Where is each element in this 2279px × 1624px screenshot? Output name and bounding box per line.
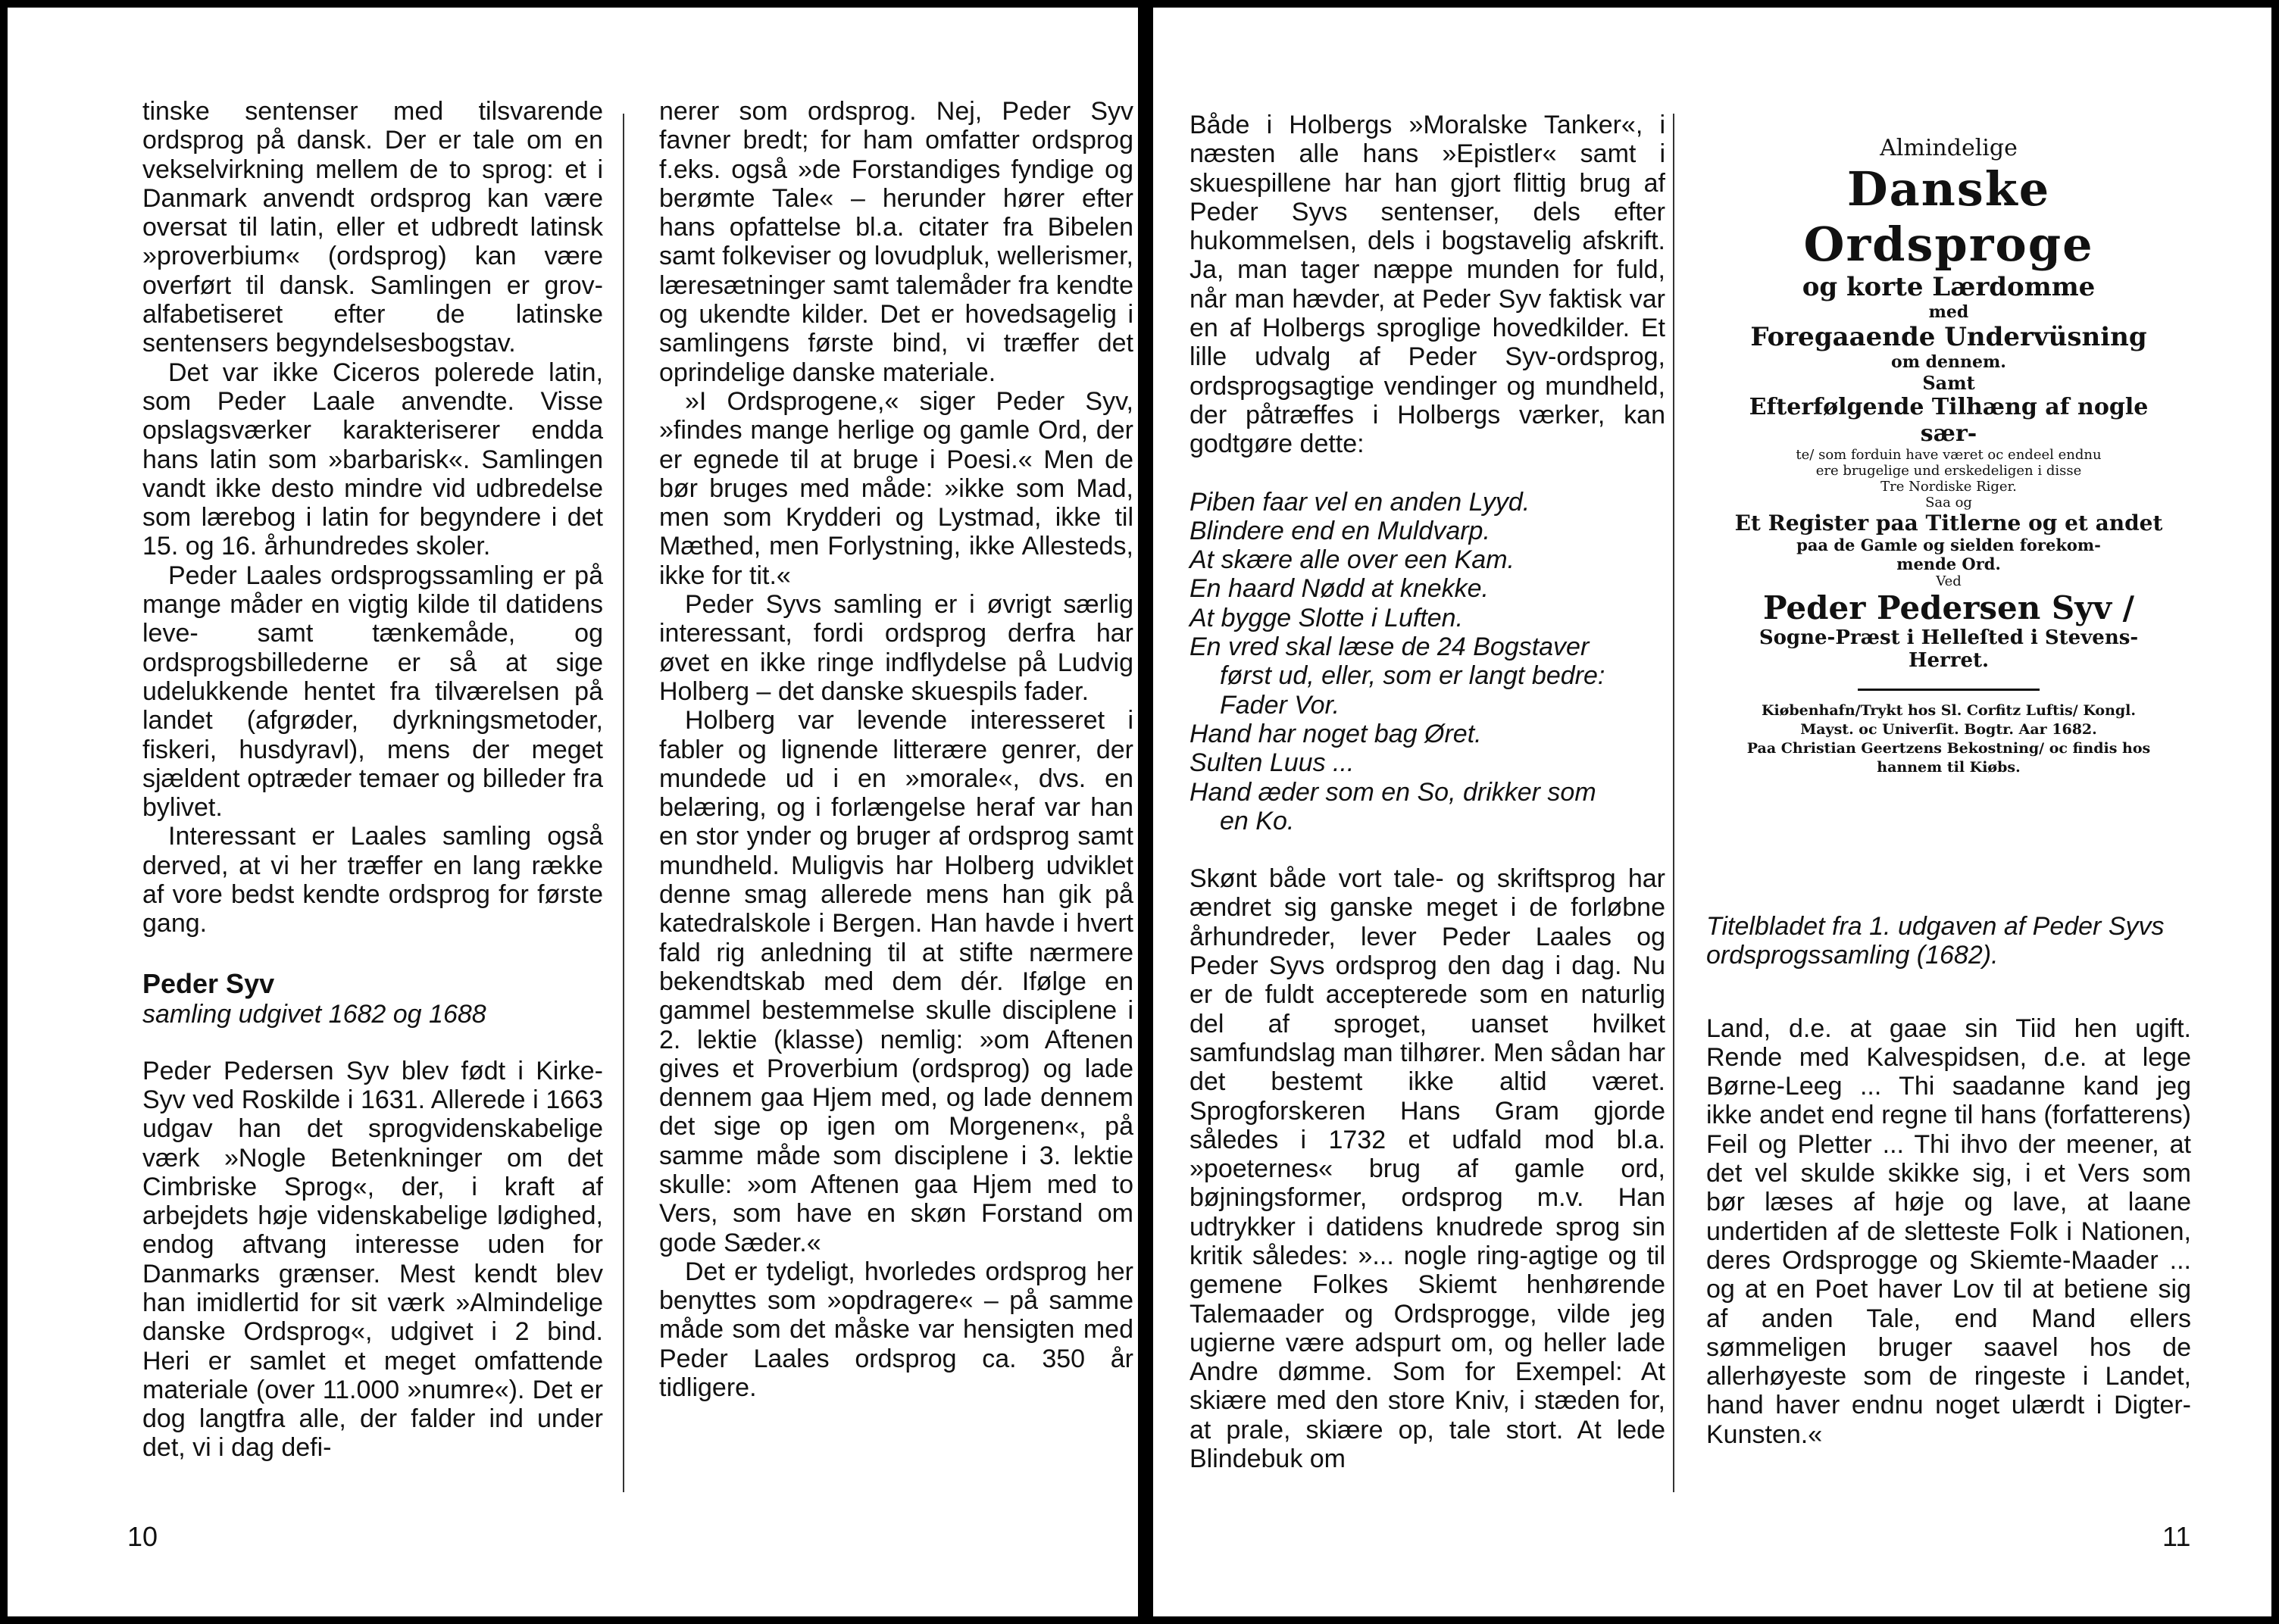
right-column-1 [1190,111,1665,1473]
paragraph: Land, d.e. at gaae sin Tiid hen ugift. Rende med Kalvespidsen, d.e. at lege Børne-Leeg ... Thi saadanne kand jeg ikke andet end regne til hans (forfatterens) Feil og Pletter ... Thi ihvo der meener, at det vel skulde skikke sig, i et Vers som bør læses af høje og lave, at laane undertiden af de sletteste Folk i Nationen, deres Ordsprogge og Skiemte-Maader ... og at en Poet haver Lov til at betiene sig af anden Tale, end Mand ellers sømmeligen bruger saavel hos de allerhøyeste som de ringeste i Landet, hand haver endnu noget ulærdt i Digter-Kunsten.« [1706,1013,2191,1449]
quote-list [1190,488,1665,836]
paragraph: Både i Holbergs »Moralske Tanker«, i næsten alle hans »Epistler« samt i skuespillene har han gjort flittig brug af Peder Syvs sentenser, dels efter hukommelsen, dels i bogstavelig afskrift. Ja, man tager næppe munden for fuld, når man hævder, at Peder Syv faktisk var en af Holbergs sproglige hovedkilder. Et lille udvalg af Peder Syv-ordsprog, ordsprogsagtige vendinger og mundheld, der påtræffes i Holbergs værker, kan godtgøre dette: [1190,111,1665,459]
title-plate-line: Foregaaende Undervüsning [1750,322,2147,352]
title-plate-line: Saa og [1925,495,1972,511]
column-divider [1673,114,1674,1492]
paragraph: Peder Laales ordsprogssamling er på mange måder en vigtig kilde til datidens leve- samt tænkemåde, og ordsprogsbillederne er så at sige udelukkende hentet fra tilværelsen på landet (afgrøder, dyrkningsmetoder, fiskeri, husdyravl), mens der meget sjældent optræder temaer og billeder fra bylivet. [142,561,603,823]
title-page-image [1725,135,2172,904]
title-plate-line: paa de Gamle og sielden forekom- [1796,536,2101,554]
title-plate-line: Sogne-Præst i Helleſted i Stevens- [1758,626,2139,649]
figure-caption: Titelbladet fra 1. udgaven af Peder Syvs ordsprogssamling (1682). [1706,912,2165,970]
paragraph: Holberg var levende interesseret i fabler og lignende litterære genrer, der mundede ud i en »morale«, dvs. en belæring, og i forlængelse heraf var han en stor ynder og bruger af ordsprog samt mundheld. Muligvis har Holberg udviklet denne smag allerede mens han gik på katedralskole i Bergen. Han havde i hvert fald rig anledning til at stifte nærmere bekendtskab med dem dér. Ifølge en gammel bestemmelse skulle disciplene i 2. lektie (klasse) nemlig: »om Aftenen gives et Proverbium (ordsprog) og lade dennem gaa Hjem med, og lade dennem det sige op igen om Morgenen«, på samme måde som disciplene i 3. lektie skulle: »om Aftenen gaa Hjem med to Vers, som have en skøn Forstand om gode Sæder.« [659,706,1133,1257]
paragraph: Det er tydeligt, hvorledes ordsprog her benyttes som »opdragere« – på samme måde som det måske var hensigten med Peder Laales ordsprog ca. 350 år tidligere. [659,1257,1133,1403]
paragraph: »I Ordsprogene,« siger Peder Syv, »findes mange herlige og gamle Ord, der er egnede til at bruge i Poesi.« Men de bør bruges med måde: »ikke som Mad, men som Krydderi og Lystmad, ikke til Mæthed, men Forlystning, ikke Allesteds, ikke for tit.« [659,386,1133,590]
title-plate-imprint: hannem til Kiøbs. [1877,759,2021,776]
quote-line: Piben faar vel en anden Lyyd. [1190,487,1530,517]
quote-line: En haard Nødd at knekke. [1190,574,1490,604]
quote-line-continuation: først ud, eller, som er langt bedre: [1220,661,1605,691]
title-plate-imprint: Mayst. oc Univerſit. Bogtr. Aar 1682. [1800,721,2097,738]
title-plate-line: Et Register paa Titlerne og et andet [1734,511,2163,536]
title-plate-imprint: Kiøbenhafn/Trykt hos Sl. Corfitz Luftis/ Kongl. [1761,702,2137,719]
paragraph: Det var ikke Ciceros polerede latin, som Peder Laale anvendte. Visse opslagsværker karakteriserer endda hans latin som »barbarisk«. Samlingen vandt ikke desto mindre vid udbredelse som lærebog i latin for begyndere i det 15. og 16. århundredes skoler. [142,358,603,561]
quote-line: Hand æder som en So, drikker som [1190,777,1596,807]
paragraph: nerer som ordsprog. Nej, Peder Syv favner bredt; for ham omfatter ordsprog f.eks. også »de Forstandiges fyndige og berømte Tale« – herunder hører efter hans opfattelse bl.a. citater fra Bibelen samt folkeviser og lovudpluk, wellerismer, læresætninger samt talemåder fra kendte og ukendte kilder. Det er hovedsagelig i samlingens første bind, vi træffer det oprindelige danske materiale. [659,97,1133,387]
column-divider [623,114,624,1492]
paragraph: Interessant er Laales samling også derved, at vi her træffer en lang række af vore bedst kendte ordsprog for første gang. [142,822,603,938]
title-plate-author: Peder Pedersen Syv / [1762,589,2135,626]
paragraph: Peder Pedersen Syv blev født i Kirke-Syv ved Roskilde i 1631. Allerede i 1663 udgav han det sprogvidenskabelige værk »Nogle Betenkninger om det Cimbriske Sprog«, der, i kraft af arbejdets høje videnskabelige lødighed, endog aftvang interesse uden for Danmarks grænser. Mest kendt blev han imidlertid for sit værk »Almindelige danske Ordsprog«, udgivet i 2 bind. Heri er samlet et meget omfattende materiale (over 11.000 »numre«). Det er dog langtfra alle, der falder ind under det, vi i dag defi- [142,1056,603,1463]
title-plate-line: Samt [1922,372,1975,394]
quote-line: Sulten Luus ... [1190,748,1355,778]
left-page [8,8,1138,1616]
quote-line: Blindere end en Muldvarp. [1190,516,1490,545]
title-plate-line: Efterfølgende Tilhæng af nogle sær- [1749,394,2149,447]
right-column-2 [1706,912,2191,1449]
page-number: 10 [127,1521,158,1552]
section-heading: Peder Syv [142,967,275,999]
paragraph: tinske sentenser med tilsvarende ordsprog på dansk. Der er tale om en vekselvirkning mellem de to sprog: et i Danmark anvendt ordsprog kan være oversat til latin, eller et udbredt latinsk »proverbium« (ordsprog) kan være overført til dansk. Samlingen er grov-alfabetiseret efter de latinske sentensers begyndelsesbogstav. [142,97,603,358]
title-plate-line: Herret. [1908,649,1990,672]
title-plate-line: mende Ord. [1896,554,2001,573]
title-plate-line: om dennem. [1891,352,2006,372]
quote-line: En vred skal læse de 24 Bogstaver [1190,632,1590,662]
title-plate-line: og korte Lærdomme [1802,272,2096,302]
title-plate-line: Ved [1936,573,1962,589]
paragraph: Skønt både vort tale- og skriftsprog har ændret sig ganske meget i de forløbne århundreder, lever Peder Laales og Peder Syvs ordsprog den dag i dag. Nu er de fuldt accepterede som en naturlig del af sproget, uanset hvilket samfundslag man tilhører. Men sådan har det bestemt ikke altid været. Sprogforskeren Hans Gram gjorde således i 1732 et udfald mod bl.a. »poeternes« brug af gamle ord, bøjningsformer, ordsprog m.v. Han udtrykker i datidens knudrede sprog sin kritik således: »... nogle ring-agtige og til gemene Folkes Skiemt henhørende Talemaader og Ordsprogge, vilde jeg ugierne være adspurt om, og heller lade Andre dømme. Som for Exempel: At skiære med den store Kniv, i stæden for, at prale, skiære op, tale stort. At lede Blindebuk om [1190,864,1665,1474]
section-subheading: samling udgivet 1682 og 1688 [142,999,486,1029]
title-plate-line: ere brugelige und erskedeligen i disse [1815,463,2082,479]
quote-line: At skære alle over een Kam. [1190,545,1515,575]
right-page [1153,8,2271,1616]
title-plate-line: med [1928,302,1969,322]
left-column-2 [659,97,1133,1402]
quote-line: Hand har noget bag Øret. [1190,719,1482,748]
title-plate-line: te/ som forduin have været oc endeel endnu [1796,447,2102,463]
quote-line-continuation: Fader Vor. [1220,690,1340,720]
title-plate-line: Tre Nordiske Riger. [1880,479,2017,495]
left-column-1 [142,97,603,1463]
paragraph: Peder Syvs samling er i øvrigt særlig interessant, fordi ordsprog derfra har øvet en ikke ringe indflydelse på Ludvig Holberg – det danske skuespils fader. [659,590,1133,706]
quote-line: At bygge Slotte i Luften. [1190,603,1464,632]
quote-line-continuation: en Ko. [1220,806,1295,835]
page-number: 11 [2162,1521,2191,1552]
title-plate-imprint: Paa Christian Geertzens Bekostning/ oc findis hos [1746,740,2151,757]
title-plate-line: Almindelige [1880,135,2018,161]
title-plate-title: Danske Ordsproge [1803,161,2094,272]
title-plate-rule [1858,689,2040,691]
